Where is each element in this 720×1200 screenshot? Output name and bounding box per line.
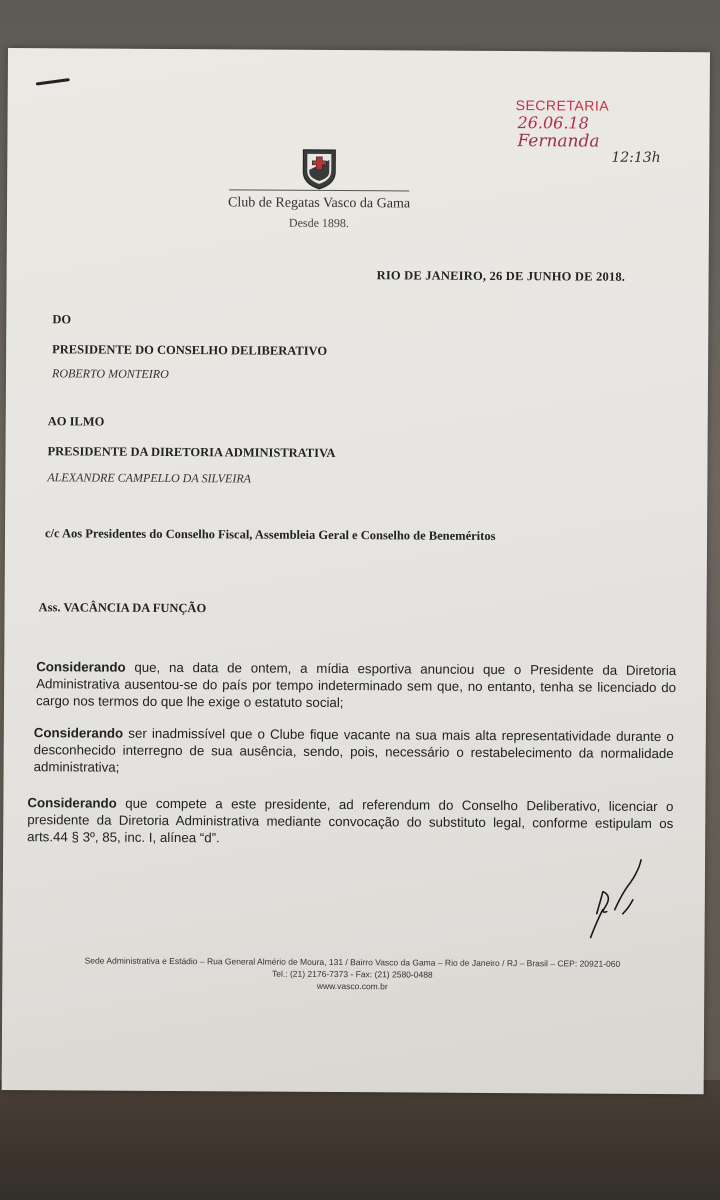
paragraph-text: que, na data de ontem, a mídia esportiva anunciou que o Presidente da Diretoria Administrativa ausentou-se do país por tempo indeterminado sem que, no entanto, tenha se licenciado do cargo nos termos do que lhe exige o estatuto social; bbox=[35, 659, 677, 711]
subject-line: Ass. VACÂNCIA DA FUNÇÃO bbox=[38, 600, 207, 616]
paragraph bbox=[34, 724, 674, 779]
table-surface bbox=[0, 1080, 720, 1200]
footer-phone: Tel.: (21) 2176-7373 - Fax: (21) 2580-0488 bbox=[271, 968, 433, 980]
stamp-time: 12:13h bbox=[611, 149, 661, 166]
carbon-copy-line: c/c Aos Presidentes do Conselho Fiscal, Assembleia Geral e Conselho de Beneméritos bbox=[44, 526, 496, 543]
signature-mark bbox=[583, 852, 654, 942]
paragraph bbox=[36, 658, 676, 713]
date-line: RIO DE JANEIRO, 26 DE JUNHO DE 2018. bbox=[376, 268, 626, 284]
from-title: PRESIDENTE DO CONSELHO DELIBERATIVO bbox=[52, 342, 328, 358]
paragraph-lead: Considerando bbox=[36, 659, 126, 675]
footer-website: www.vasco.com.br bbox=[316, 980, 388, 992]
stamp-date: 26.06.18 bbox=[517, 113, 589, 133]
vasco-crest-icon bbox=[301, 146, 337, 190]
paragraph-lead: Considerando bbox=[27, 795, 117, 811]
from-name: ROBERTO MONTEIRO bbox=[51, 366, 169, 381]
from-prefix: DO bbox=[52, 312, 72, 327]
pen-mark bbox=[36, 78, 70, 85]
paragraph-text: ser inadmissível que o Clube fique vacante na sua mais alta representatividade durante o desconhecido interregno de sua ausência, sendo, pois, necessário o restabelecimento da normalidade administrativa; bbox=[33, 725, 674, 775]
club-name: Club de Regatas Vasco da Gama bbox=[227, 195, 411, 212]
stamp-signature-name: Fernanda bbox=[517, 131, 600, 152]
stamp-label: SECRETARIA bbox=[515, 97, 610, 114]
to-title: PRESIDENTE DA DIRETORIA ADMINISTRATIVA bbox=[47, 444, 336, 461]
to-name: ALEXANDRE CAMPELLO DA SILVEIRA bbox=[47, 470, 252, 486]
letterhead-rule bbox=[229, 189, 409, 191]
letterhead-footer bbox=[22, 954, 682, 994]
paragraph-lead: Considerando bbox=[33, 725, 124, 741]
reception-stamp bbox=[515, 97, 685, 178]
to-prefix: AO ILMO bbox=[47, 414, 105, 429]
paragraph-text: que compete a este presidente, ad referendum do Conselho Deliberativo, licenciar o presidente da Diretoria Administrativa mediante convocação do substituto legal, conforme estipulam os arts.44 § 3º, 85, inc. I, alínea “d”. bbox=[27, 795, 674, 846]
paragraph bbox=[27, 794, 673, 849]
club-founding: Desde 1898. bbox=[288, 215, 349, 231]
footer-address: Sede Administrativa e Estádio – Rua General Almério de Moura, 131 / Bairro Vasco da Gama – Rio de Janeiro / RJ – Brasil – CEP: 20921-060 bbox=[84, 955, 621, 969]
letter-page bbox=[2, 48, 710, 1094]
